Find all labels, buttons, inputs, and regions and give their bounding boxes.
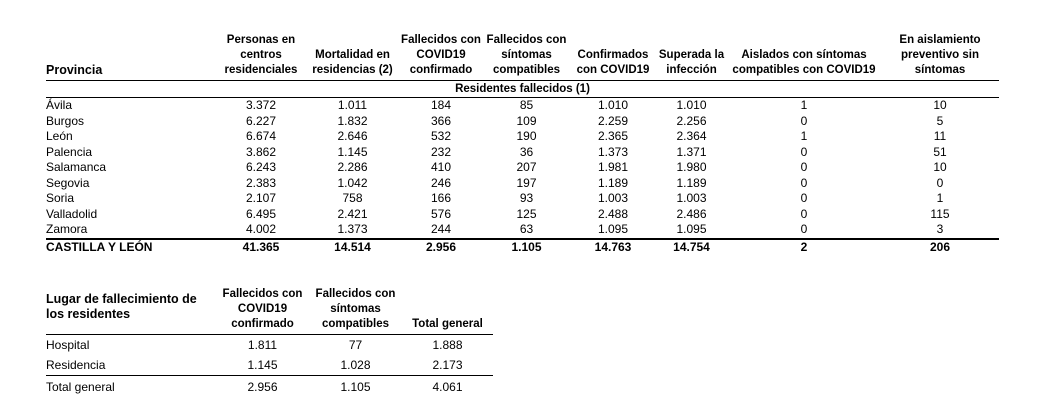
province-name: Zamora: [46, 222, 88, 237]
column-header: Fallecidos con COVID19 confirmado: [399, 33, 483, 81]
table-cell: 6.674: [245, 129, 277, 144]
table-cell: 3: [936, 222, 944, 237]
column-header: Total general: [402, 287, 493, 335]
total-cell: 2.956: [399, 239, 483, 255]
table-cell: 2.256: [676, 113, 707, 128]
table-cell: 85: [519, 98, 534, 113]
table-row: [46, 98, 999, 114]
table-cell: 2.383: [245, 175, 277, 190]
table-cell: 197: [516, 175, 537, 190]
column-header: Fallecidos con COVID19 confirmado: [216, 287, 309, 335]
table-cell: 166: [430, 191, 452, 206]
table-cell: 1.095: [676, 222, 707, 237]
table-cell: 0: [800, 206, 808, 221]
table-cell: 6.243: [245, 160, 277, 175]
total-cell: 206: [881, 239, 999, 255]
table-cell: 1.010: [597, 98, 629, 113]
table-cell: 0: [800, 222, 808, 237]
table-cell: 246: [430, 175, 452, 190]
table-cell: 115: [930, 206, 950, 221]
table-cell: 758: [342, 191, 363, 206]
column-header: Personas en centros residenciales: [216, 33, 306, 81]
table-cell: 10: [933, 98, 947, 113]
table-cell: 232: [430, 144, 452, 159]
total-cell: 4.061: [432, 379, 463, 394]
table-cell: 1.042: [337, 175, 368, 190]
table-cell: 1: [800, 129, 808, 144]
table-cell: 5: [936, 113, 944, 128]
table-cell: 2.286: [337, 160, 368, 175]
total-cell: CASTILLA Y LEÓN: [46, 239, 216, 255]
table-cell: 0: [800, 191, 808, 206]
table-cell: 0: [800, 144, 808, 159]
table-cell: 1.980: [676, 160, 707, 175]
table-header-row: [46, 287, 493, 335]
table-cell: 93: [519, 191, 534, 206]
table-row: [46, 160, 999, 176]
table-cell: 244: [430, 222, 452, 237]
column-header: Superada la infección: [656, 33, 727, 81]
total-cell: 2: [727, 239, 881, 255]
column-header: Fallecidos con síntomas compatibles: [483, 33, 570, 81]
total-cell: 1.105: [340, 379, 371, 394]
table-cell: 410: [430, 160, 452, 175]
column-header: En aislamiento preventivo sin síntomas: [881, 33, 999, 81]
subheader-label: Residentes fallecidos (1): [46, 81, 999, 98]
province-name: Soria: [46, 191, 75, 206]
total-cell: 41.365: [216, 239, 306, 255]
table-cell: 1.011: [337, 98, 368, 113]
table-row: [46, 222, 999, 239]
table-cell: 3.372: [245, 98, 277, 113]
table-cell: 1.010: [676, 98, 707, 113]
table-cell: 1: [800, 98, 808, 113]
table-cell: 2.421: [337, 206, 368, 221]
total-cell: 1.105: [483, 239, 570, 255]
table-body: [46, 98, 999, 239]
table-cell: 366: [430, 113, 452, 128]
table-cell: 1.189: [597, 175, 629, 190]
province-name: Salamanca: [46, 160, 107, 175]
subheader-row: [46, 81, 999, 98]
table-cell: 2.364: [676, 129, 707, 144]
table-cell: 1.189: [676, 175, 707, 190]
table-cell: 0: [936, 175, 944, 190]
table-cell: 1: [936, 191, 944, 206]
column-header: Aislados con síntomas compatibles con COVID19: [727, 33, 881, 81]
table-cell: 2.486: [676, 206, 707, 221]
table-cell: 63: [519, 222, 534, 237]
table-cell: 11: [933, 129, 947, 144]
table-cell: 532: [430, 129, 452, 144]
table-header-row: [46, 33, 999, 81]
table-cell: 36: [519, 144, 534, 159]
column-header: Lugar de fallecimiento de los residentes: [46, 287, 216, 335]
table-cell: 109: [516, 113, 537, 128]
table-cell: 125: [516, 206, 537, 221]
table-cell: 1.145: [337, 144, 368, 159]
total-row: [46, 376, 493, 399]
province-name: Ávila: [46, 98, 73, 113]
table-cell: 184: [430, 98, 452, 113]
total-cell: Total general: [46, 379, 115, 394]
province-name: Segovia: [46, 175, 90, 190]
table-row: [46, 176, 999, 192]
total-cell: 14.754: [656, 239, 727, 255]
table-cell: 1.371: [676, 144, 707, 159]
table-row: [46, 129, 999, 145]
table-row: [46, 335, 493, 356]
column-header: Mortalidad en residencias (2): [306, 33, 399, 81]
table-cell: 1.981: [597, 160, 629, 175]
table-cell: 0: [800, 175, 808, 190]
table-cell: 2.259: [597, 113, 629, 128]
table-row: [46, 114, 999, 130]
column-header: Fallecidos con síntomas compatibles: [309, 287, 402, 335]
table-cell: 1.811: [247, 337, 278, 352]
table-cell: 1.028: [309, 355, 402, 376]
table-cell: 0: [800, 113, 808, 128]
column-header: Provincia: [46, 33, 216, 81]
table-cell: 1.832: [337, 113, 368, 128]
table-cell: 51: [933, 144, 947, 159]
province-name: Valladolid: [46, 206, 98, 221]
total-cell: 2.956: [247, 379, 278, 394]
table-cell: 1.003: [676, 191, 707, 206]
province-name: Palencia: [46, 144, 93, 159]
table-cell: 0: [800, 160, 808, 175]
table-cell: Residencia: [46, 355, 216, 376]
column-header: Confirmados con COVID19: [570, 33, 656, 81]
table-cell: Hospital: [46, 337, 90, 352]
table-cell: 576: [430, 206, 452, 221]
residences-by-province-table: [46, 33, 999, 255]
total-cell: 14.514: [306, 239, 399, 255]
place-of-death-table: [46, 287, 493, 398]
table-row: [46, 355, 493, 376]
table-cell: 6.495: [245, 206, 277, 221]
table-row: [46, 207, 999, 223]
table-cell: 4.002: [245, 222, 277, 237]
table-cell: 1.003: [597, 191, 629, 206]
province-name: León: [46, 129, 73, 144]
table-cell: 2.107: [245, 191, 277, 206]
province-name: Burgos: [46, 113, 85, 128]
table-cell: 2.365: [597, 129, 629, 144]
table-cell: 10: [933, 160, 947, 175]
total-cell: 14.763: [570, 239, 656, 255]
table-cell: 2.173: [402, 355, 493, 376]
table-cell: 1.373: [597, 144, 629, 159]
table-cell: 1.095: [597, 222, 629, 237]
table-cell: 190: [516, 129, 537, 144]
total-row: [46, 239, 999, 255]
table-cell: 1.888: [432, 337, 463, 352]
table-cell: 1.373: [337, 222, 368, 237]
table-cell: 77: [348, 337, 363, 352]
table-cell: 1.145: [216, 355, 309, 376]
table-cell: 3.862: [245, 144, 277, 159]
table-cell: 2.488: [597, 206, 629, 221]
table-row: [46, 145, 999, 161]
table-cell: 6.227: [245, 113, 277, 128]
table-cell: 207: [516, 160, 537, 175]
table-row: [46, 191, 999, 207]
table-cell: 2.646: [337, 129, 368, 144]
